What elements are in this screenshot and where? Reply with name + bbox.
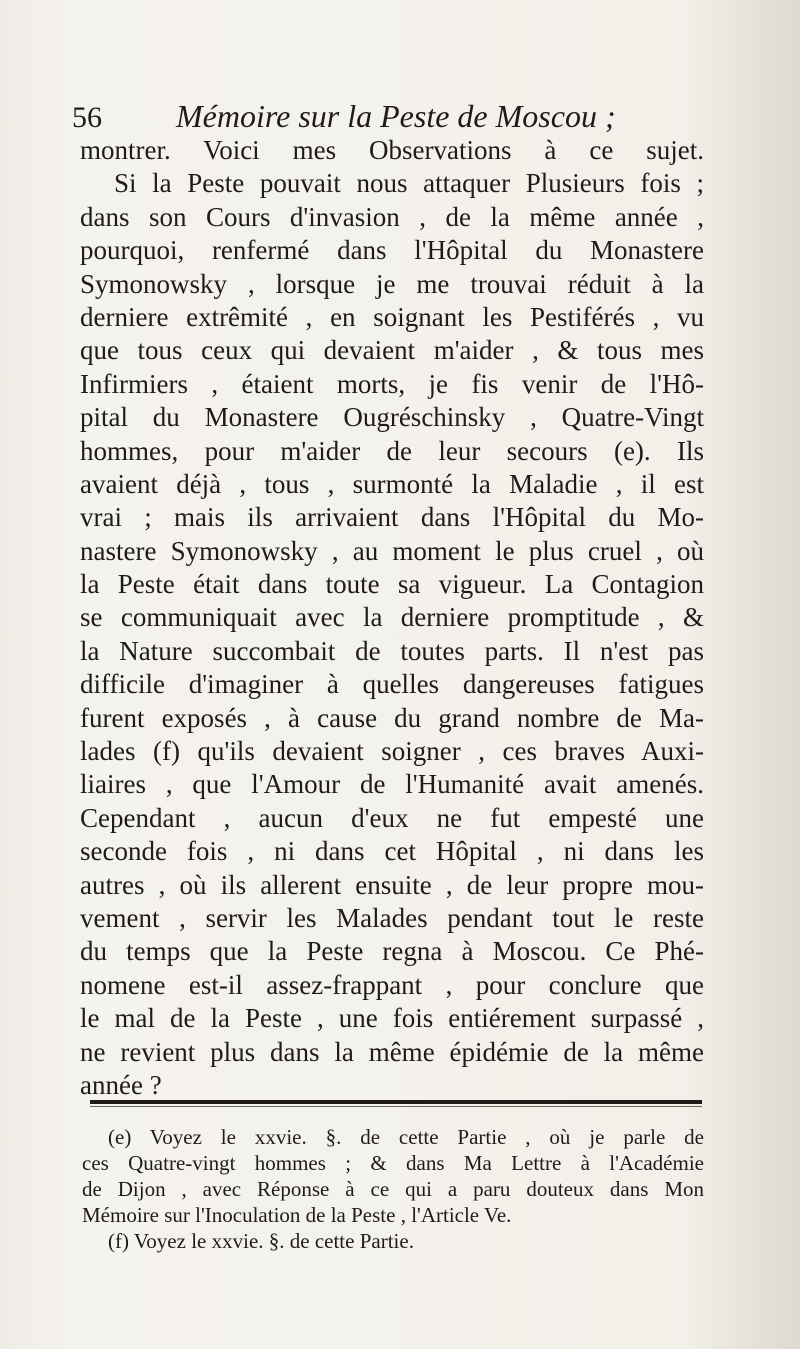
body-line: Infirmiers , étaient morts, je fis venir de l'Hô-	[80, 368, 704, 399]
footnote-rule-thin	[90, 1106, 702, 1107]
body-line: hommes, pour m'aider de leur secours (e). Ils	[80, 435, 704, 466]
body-line: vement , servir les Malades pendant tout le reste	[80, 902, 704, 933]
running-header	[72, 96, 732, 138]
footnote-line: (f) Voyez le xxvie. §. de cette Partie.	[108, 1229, 414, 1253]
body-line: difficile d'imaginer à quelles dangereuses fatigues	[80, 669, 704, 700]
body-line: année ?	[80, 1069, 162, 1100]
footnote-line: ces Quatre-vingt hommes ; & dans Ma Lettre à l'Académie	[82, 1151, 704, 1175]
body-line: que tous ceux qui devaient m'aider , & tous mes	[80, 335, 704, 366]
body-line: seconde fois , ni dans cet Hôpital , ni dans les	[80, 836, 704, 867]
body-line: la Nature succombait de toutes parts. Il n'est pas	[80, 635, 704, 666]
footnote-line: (e) Voyez le xxvie. §. de cette Partie , où je parle de	[108, 1125, 704, 1149]
footnotes	[82, 1124, 704, 1254]
body-line: vrai ; mais ils arrivaient dans l'Hôpital du Mo-	[80, 502, 704, 533]
body-line: nomene est-il assez-frappant , pour conclure que	[80, 969, 704, 1000]
footnote-rule	[90, 1100, 702, 1104]
body-line: pourquoi, renfermé dans l'Hôpital du Monastere	[80, 235, 704, 266]
body-line: ne revient plus dans la même épidémie de la même	[80, 1036, 704, 1067]
body-line: Si la Peste pouvait nous attaquer Plusieurs fois ;	[114, 168, 704, 199]
body-text	[80, 134, 704, 1102]
body-line: pital du Monastere Ougréschinsky , Quatre-Vingt	[80, 402, 704, 433]
footnote-line: de Dijon , avec Réponse à ce qui a paru douteux dans Mon	[82, 1177, 704, 1201]
body-line: montrer. Voici mes Observations à ce sujet.	[80, 135, 704, 165]
page-number: 56	[72, 101, 102, 134]
body-line: dans son Cours d'invasion , de la même année ,	[80, 201, 704, 232]
body-line: se communiquait avec la derniere promptitude , &	[80, 602, 704, 633]
body-line: le mal de la Peste , une fois entiérement surpassé ,	[80, 1003, 704, 1034]
footnote-line: Mémoire sur l'Inoculation de la Peste , l'Article Ve.	[82, 1203, 512, 1227]
body-line: du temps que la Peste regna à Moscou. Ce Phé-	[80, 936, 704, 967]
body-line: furent exposés , à cause du grand nombre de Ma-	[80, 702, 704, 733]
body-line: Symonowsky , lorsque je me trouvai réduit à la	[80, 268, 704, 299]
body-line: lades (f) qu'ils devaient soigner , ces braves Auxi-	[80, 736, 704, 767]
body-line: nastere Symonowsky , au moment le plus cruel , où	[80, 535, 704, 566]
body-line: la Peste était dans toute sa vigueur. La Contagion	[80, 569, 704, 600]
body-line: liaires , que l'Amour de l'Humanité avait amenés.	[80, 769, 704, 800]
body-line: autres , où ils allerent ensuite , de leur propre mou-	[80, 869, 704, 900]
body-line: derniere extrêmité , en soignant les Pestiférés , vu	[80, 301, 704, 332]
running-title: Mémoire sur la Peste de Moscou ;	[176, 98, 616, 134]
body-line: avaient déjà , tous , surmonté la Maladie , il est	[80, 468, 704, 499]
body-line: Cependant , aucun d'eux ne fut empesté une	[80, 802, 704, 833]
